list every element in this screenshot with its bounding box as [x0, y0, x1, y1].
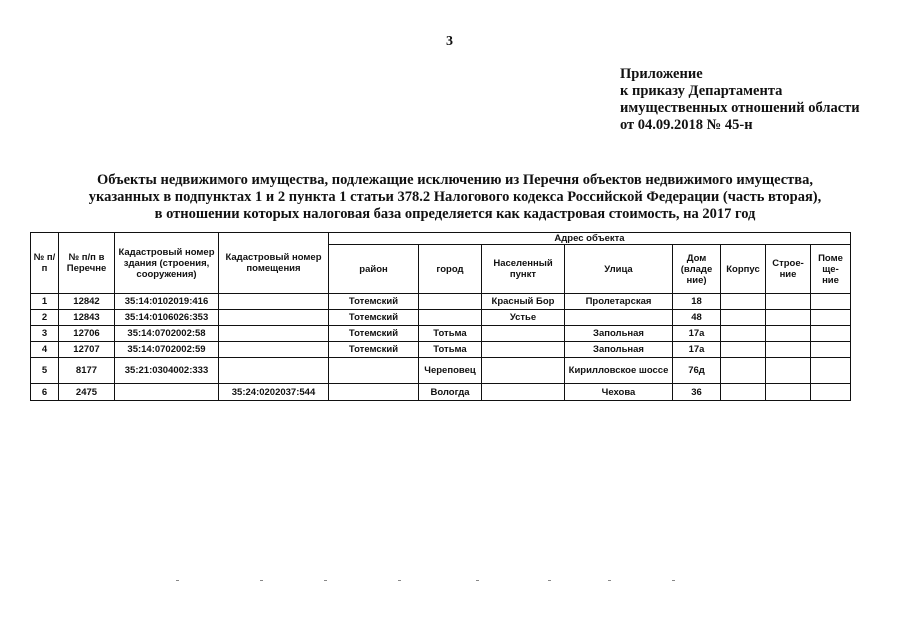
cell-house: 36 — [673, 384, 721, 401]
cell-city: Тотьма — [419, 326, 482, 342]
cell-street: Пролетарская — [565, 294, 673, 310]
header-settlement: Населенный пункт — [482, 245, 565, 294]
cell-stroenie — [766, 310, 811, 326]
table-row — [31, 310, 851, 326]
cell-korpus — [721, 310, 766, 326]
cell-stroenie — [766, 294, 811, 310]
cell-pomeshchenie — [811, 310, 851, 326]
cell-korpus — [721, 342, 766, 358]
cell-num: 2 — [31, 310, 59, 326]
cell-num: 6 — [31, 384, 59, 401]
header-stroenie: Строе- ние — [766, 245, 811, 294]
cell-room-cadastral: 35:24:0202037:544 — [219, 384, 329, 401]
cell-list-num: 8177 — [59, 358, 115, 384]
title-line: в отношении которых налоговая база определяется как кадастровая стоимость, на 2017 год — [154, 206, 756, 222]
cell-street: Чехова — [565, 384, 673, 401]
header-address-group: Адрес объекта — [329, 233, 851, 245]
cell-settlement — [482, 384, 565, 401]
cell-pomeshchenie — [811, 384, 851, 401]
cell-building-cadastral: 35:14:0702002:59 — [115, 342, 219, 358]
header-district: район — [329, 245, 419, 294]
title-line: Объекты недвижимого имущества, подлежащие исключению из Перечня объектов недвижимого имущества, — [96, 172, 813, 188]
cell-korpus — [721, 384, 766, 401]
appendix-line: к приказу Департамента — [620, 83, 783, 99]
cell-house: 18 — [673, 294, 721, 310]
header-city: город — [419, 245, 482, 294]
page-number: 3 — [446, 34, 453, 49]
cell-city: Тотьма — [419, 342, 482, 358]
cell-district: Тотемский — [329, 310, 419, 326]
objects-table — [30, 232, 851, 401]
cell-num: 5 — [31, 358, 59, 384]
cell-settlement: Красный Бор — [482, 294, 565, 310]
cell-district: Тотемский — [329, 294, 419, 310]
cell-city: Вологда — [419, 384, 482, 401]
cell-num: 3 — [31, 326, 59, 342]
cell-street — [565, 310, 673, 326]
header-pomeshchenie: Поме ще- ние — [811, 245, 851, 294]
cell-stroenie — [766, 384, 811, 401]
cell-korpus — [721, 326, 766, 342]
header-korpus: Корпус — [721, 245, 766, 294]
cell-settlement — [482, 342, 565, 358]
cell-pomeshchenie — [811, 342, 851, 358]
cell-building-cadastral: 35:21:0304002:333 — [115, 358, 219, 384]
cell-stroenie — [766, 358, 811, 384]
cell-list-num: 12843 — [59, 310, 115, 326]
cell-stroenie — [766, 326, 811, 342]
cell-room-cadastral — [219, 342, 329, 358]
header-room-cadastral: Кадастровый номер помещения — [219, 233, 329, 294]
cell-building-cadastral — [115, 384, 219, 401]
cell-building-cadastral: 35:14:0102019:416 — [115, 294, 219, 310]
cell-list-num: 2475 — [59, 384, 115, 401]
cell-korpus — [721, 294, 766, 310]
cell-street: Кирилловское шоссе — [565, 358, 673, 384]
cell-street: Запольная — [565, 326, 673, 342]
cell-district — [329, 384, 419, 401]
appendix-line: имущественных отношений области — [620, 100, 860, 116]
cell-settlement: Устье — [482, 310, 565, 326]
header-list-num: № п/п в Перечне — [59, 233, 115, 294]
table-row — [31, 384, 851, 401]
cell-num: 4 — [31, 342, 59, 358]
cell-house: 48 — [673, 310, 721, 326]
cell-district — [329, 358, 419, 384]
cell-district: Тотемский — [329, 342, 419, 358]
table-row — [31, 358, 851, 384]
cell-city: Череповец — [419, 358, 482, 384]
cell-room-cadastral — [219, 326, 329, 342]
cell-street: Запольная — [565, 342, 673, 358]
header-num: № п/п — [31, 233, 59, 294]
cell-list-num: 12707 — [59, 342, 115, 358]
scan-artifacts — [0, 580, 905, 584]
appendix-block — [620, 66, 860, 134]
cell-pomeshchenie — [811, 326, 851, 342]
header-building-cadastral: Кадастровый номер здания (строения, сооружения) — [115, 233, 219, 294]
cell-list-num: 12706 — [59, 326, 115, 342]
cell-city — [419, 294, 482, 310]
table-row — [31, 326, 851, 342]
header-house: Дом (владе ние) — [673, 245, 721, 294]
cell-district: Тотемский — [329, 326, 419, 342]
cell-pomeshchenie — [811, 294, 851, 310]
cell-house: 17а — [673, 342, 721, 358]
cell-city — [419, 310, 482, 326]
cell-house: 76д — [673, 358, 721, 384]
cell-list-num: 12842 — [59, 294, 115, 310]
cell-stroenie — [766, 342, 811, 358]
cell-room-cadastral — [219, 294, 329, 310]
appendix-line: от 04.09.2018 № 45-н — [620, 117, 753, 133]
table-row — [31, 342, 851, 358]
table-row — [31, 294, 851, 310]
cell-building-cadastral: 35:14:0106026:353 — [115, 310, 219, 326]
document-title — [60, 172, 850, 223]
cell-pomeshchenie — [811, 358, 851, 384]
cell-room-cadastral — [219, 310, 329, 326]
cell-building-cadastral: 35:14:0702002:58 — [115, 326, 219, 342]
cell-num: 1 — [31, 294, 59, 310]
cell-house: 17а — [673, 326, 721, 342]
title-line: указанных в подпунктах 1 и 2 пункта 1 статьи 378.2 Налогового кодекса Российской Федерации (часть вторая), — [88, 189, 822, 205]
header-street: Улица — [565, 245, 673, 294]
cell-settlement — [482, 326, 565, 342]
cell-room-cadastral — [219, 358, 329, 384]
appendix-line: Приложение — [620, 66, 703, 82]
cell-korpus — [721, 358, 766, 384]
cell-settlement — [482, 358, 565, 384]
